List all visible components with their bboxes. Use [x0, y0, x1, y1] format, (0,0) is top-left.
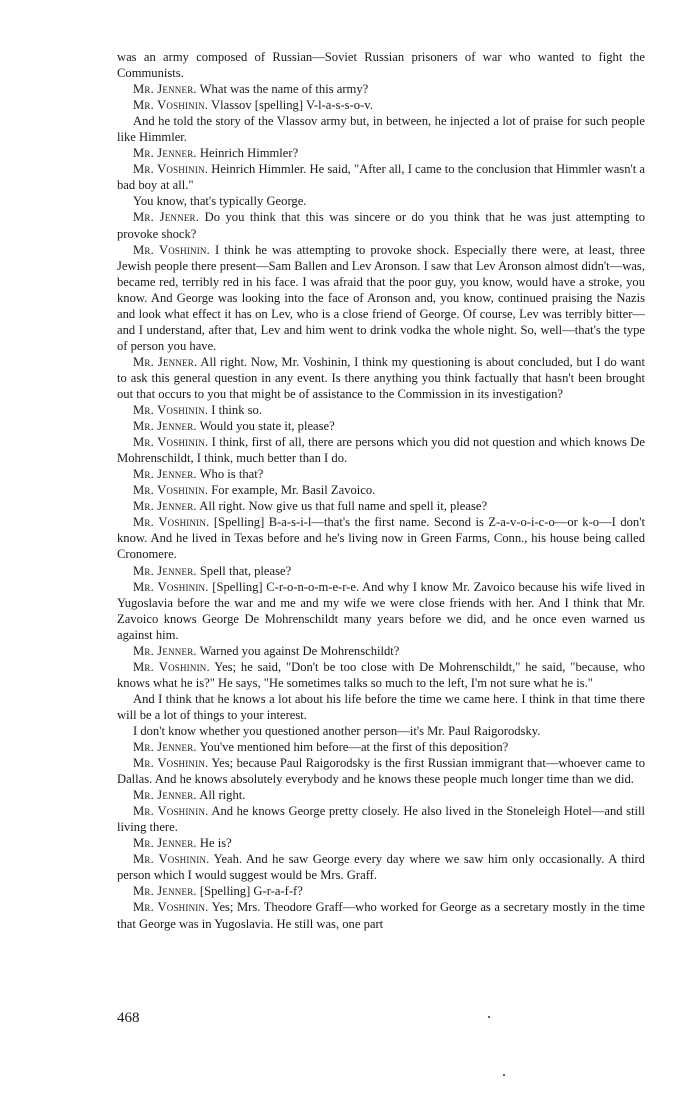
paragraph — [117, 723, 645, 739]
paragraph-text: I don't know whether you questioned another person—it's Mr. Paul Raigorodsky. — [133, 723, 541, 738]
speaker-name: Mr. Voshinin. — [133, 900, 209, 915]
speaker-name: Mr. Jenner. — [133, 354, 198, 369]
paragraph-text: [Spelling] C-r-o-n-o-m-e-r-e. And why I know Mr. Zavoico because his wife lived in Yugoslavia before the war and me and my wife we were close friends with her. And I think that Mr. Zavoico knows George De Mohrenschildt many years before we did, and he once even warned us against him. — [117, 579, 645, 642]
paragraph-text: For example, Mr. Basil Zavoico. — [211, 483, 376, 498]
paragraph-text: I think so. — [211, 403, 263, 418]
paragraph-text: You've mentioned him before—at the first of this deposition? — [199, 740, 509, 755]
paragraph — [117, 498, 645, 514]
paragraph-text: Warned you against De Mohrenschildt? — [199, 643, 400, 658]
paragraph — [117, 691, 645, 723]
speaker-name: Mr. Voshinin. — [133, 435, 209, 450]
speaker-name: Mr. Voshinin. — [133, 98, 209, 113]
speaker-name: Mr. Voshinin. — [133, 162, 209, 177]
paragraph-text: Who is that? — [199, 467, 264, 482]
paragraph — [117, 739, 645, 755]
paragraph-text: Would you state it, please? — [199, 419, 335, 434]
paragraph-text: And he told the story of the Vlassov army but, in between, he injected a lot of praise for such people like Himmler. — [117, 114, 645, 145]
paragraph — [117, 643, 645, 659]
paragraph — [117, 466, 645, 482]
paragraph-text: [Spelling] B-a-s-i-l—that's the first name. Second is Z-a-v-o-i-c-o—or k-o—I don't know. And he lived in Texas before and he's living now in Green Farms, Conn., his house being called Cronomere. — [117, 515, 645, 562]
paragraph-text: I think, first of all, there are persons which you did not question and which knows De Mohrenschildt, I think, much better than I do. — [117, 435, 645, 466]
speaker-name: Mr. Voshinin. — [133, 804, 209, 819]
paragraph-text: What was the name of this army? — [199, 82, 369, 97]
paragraph-text: You know, that's typically George. — [133, 194, 307, 209]
scan-speck — [488, 1016, 490, 1018]
speaker-name: Mr. Jenner. — [133, 419, 197, 434]
paragraph — [117, 418, 645, 434]
speaker-name: Mr. Jenner. — [133, 836, 197, 851]
paragraph — [117, 113, 645, 145]
speaker-name: Mr. Voshinin. — [133, 659, 210, 674]
paragraph — [117, 193, 645, 209]
speaker-name: Mr. Jenner. — [133, 884, 197, 899]
transcript-body — [117, 49, 645, 932]
paragraph-text: Vlassov [spelling] V-l-a-s-s-o-v. — [211, 98, 373, 113]
paragraph — [117, 803, 645, 835]
speaker-name: Mr. Jenner. — [133, 82, 197, 97]
paragraph-text: was an army composed of Russian—Soviet Russian prisoners of war who wanted to fight the Communists. — [117, 50, 645, 81]
paragraph-text: [Spelling] G-r-a-f-f? — [199, 884, 303, 899]
paragraph — [117, 354, 645, 402]
paragraph — [117, 899, 645, 931]
paragraph — [117, 81, 645, 97]
paragraph — [117, 883, 645, 899]
paragraph — [117, 755, 645, 787]
paragraph — [117, 787, 645, 803]
paragraph-text: All right. Now, Mr. Voshinin, I think my questioning is about concluded, but I do want to ask this general question in any event. Is there anything you think factually that hasn't been brought out that occurs to you that might be of assistance to the Commission in its investigation? — [117, 354, 645, 401]
paragraph — [117, 851, 645, 883]
paragraph-text: And he knows George pretty closely. He also lived in the Stoneleigh Hotel—and still living there. — [117, 804, 645, 835]
paragraph-text: Heinrich Himmler? — [199, 146, 299, 161]
paragraph — [117, 161, 645, 193]
speaker-name: Mr. Jenner. — [133, 146, 197, 161]
paragraph-text: All right. — [199, 788, 246, 803]
speaker-name: Mr. Jenner. — [133, 499, 197, 514]
paragraph — [117, 563, 645, 579]
paragraph — [117, 145, 645, 161]
paragraph — [117, 434, 645, 466]
paragraph-text: I think he was attempting to provoke shock. Especially there were, at least, three Jewish people there present—Sam Ballen and Lev Aronson. I saw that Lev Aronson almost didn't—was, became red, terribly red in his face. I was afraid that the poor guy, you know, would have a stroke, you know. And George was looking into the face of Aronson and, you know, continued praising the Nazis and look what effect it has on Lev, who is a close friend of George. Of course, Lev was terribly bitter—and I understand, after that, Lev and him went to drink vodka the whole night. So, well—that's the type of person you have. — [117, 242, 645, 353]
paragraph-text: And I think that he knows a lot about his life before the time we came here. I think in that time there will be a lot of things to your interest. — [117, 691, 645, 722]
paragraph-text: Do you think that this was sincere or do you think that he was just attempting to provoke shock? — [117, 210, 645, 241]
speaker-name: Mr. Voshinin. — [133, 756, 209, 771]
speaker-name: Mr. Voshinin. — [133, 483, 209, 498]
paragraph-text: All right. Now give us that full name and spell it, please? — [199, 499, 488, 514]
paragraph — [117, 97, 645, 113]
speaker-name: Mr. Jenner. — [133, 210, 200, 225]
paragraph-text: Spell that, please? — [199, 563, 292, 578]
speaker-name: Mr. Jenner. — [133, 788, 197, 803]
speaker-name: Mr. Jenner. — [133, 643, 197, 658]
page-number: 468 — [117, 1010, 140, 1026]
paragraph — [117, 482, 645, 498]
paragraph — [117, 242, 645, 354]
paragraph — [117, 659, 645, 691]
paragraph — [117, 579, 645, 643]
speaker-name: Mr. Jenner. — [133, 563, 197, 578]
speaker-name: Mr. Voshinin. — [133, 852, 210, 867]
paragraph — [117, 835, 645, 851]
speaker-name: Mr. Voshinin. — [133, 579, 209, 594]
speaker-name: Mr. Voshinin. — [133, 403, 209, 418]
paragraph-text: Yes; Mrs. Theodore Graff—who worked for George as a secretary mostly in the time that George was in Yugoslavia. He still was, one part — [117, 900, 645, 931]
paragraph-text: Yeah. And he saw George every day where we saw him only occasionally. A third person which I would suggest would be Mrs. Graff. — [117, 852, 645, 883]
paragraph — [117, 49, 645, 81]
paragraph-text: Yes; he said, "Don't be too close with De Mohrenschildt," he said, "because, who knows what he is?" He says, "He sometimes talks so much to the left, I'm not sure what he is." — [117, 659, 645, 690]
paragraph — [117, 402, 645, 418]
speaker-name: Mr. Voshinin. — [133, 242, 210, 257]
speaker-name: Mr. Voshinin. — [133, 515, 210, 530]
paragraph — [117, 209, 645, 241]
paragraph — [117, 514, 645, 562]
speaker-name: Mr. Jenner. — [133, 467, 197, 482]
paragraph-text: Yes; because Paul Raigorodsky is the first Russian immigrant that—whoever came to Dallas. And he knows absolutely everybody and he knows these people much longer time than we did. — [117, 756, 645, 787]
speaker-name: Mr. Jenner. — [133, 740, 197, 755]
paragraph-text: He is? — [199, 836, 232, 851]
scan-speck — [503, 1074, 505, 1076]
paragraph-text: Heinrich Himmler. He said, "After all, I came to the conclusion that Himmler wasn't a bad boy at all." — [117, 162, 646, 193]
